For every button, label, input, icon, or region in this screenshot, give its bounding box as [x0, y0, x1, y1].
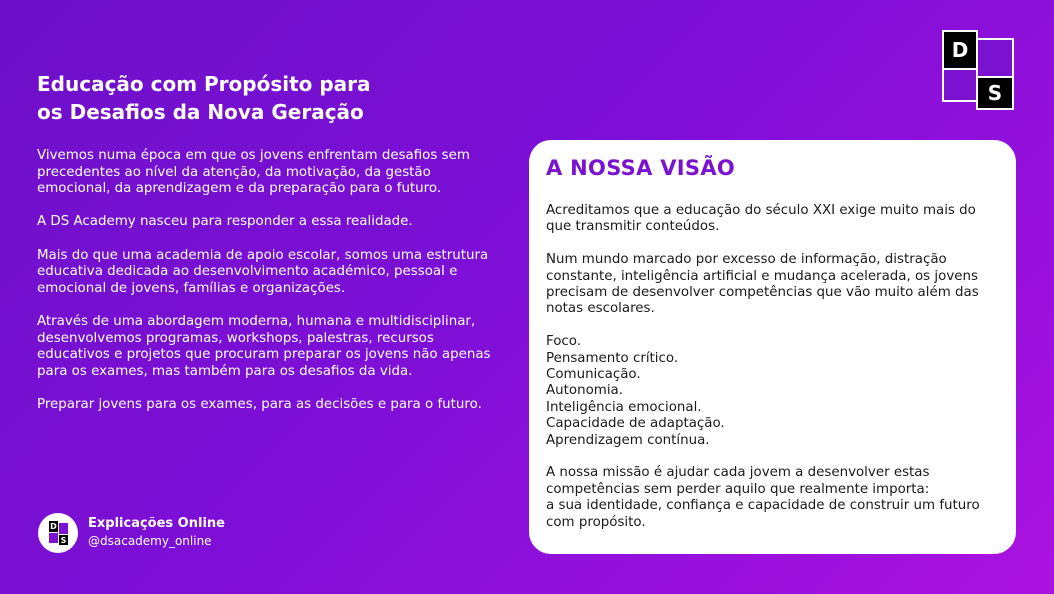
footer-logo-cell-d: D	[48, 520, 59, 533]
page-title-line-1: Educação com Propósito para	[37, 72, 371, 96]
footer-logo	[38, 513, 78, 553]
intro-paragraph: Mais do que uma academia de apoio escolar, somos uma estrutura educativa dedicada ao desenvolvimento académico, pessoal e emocional de jovens, famílias e organizações.	[37, 247, 489, 296]
skill-item: Aprendizagem contínua.	[546, 432, 710, 448]
mission-text	[546, 465, 1001, 531]
intro-paragraph: Preparar jovens para os exames, para as decisões e para o futuro.	[37, 396, 482, 412]
skill-item: Foco.	[546, 334, 581, 350]
skills-list	[546, 334, 1001, 449]
logo-cell-s: S	[976, 76, 1014, 110]
intro-paragraph: Através de uma abordagem moderna, humana e multidisciplinar, desenvolvemos programas, workshops, palestras, recursos educativos e projetos que procuram preparar os jovens não apenas para os exames, mas também para os desafios da vida.	[37, 313, 491, 379]
vision-body	[546, 203, 1001, 531]
skill-item: Autonomia.	[546, 383, 623, 399]
intro-paragraph: A DS Academy nasceu para responder a essa realidade.	[37, 214, 413, 230]
skill-item: Inteligência emocional.	[546, 399, 702, 415]
skill-item: Capacidade de adaptação.	[546, 416, 725, 432]
footer-title: Explicações Online	[88, 516, 225, 531]
footer-handle: @dsacademy_online	[88, 534, 212, 548]
mission-line-1: A nossa missão é ajudar cada jovem a desenvolver estas competências sem perder aquilo que realmente importa:	[546, 465, 930, 497]
skill-item: Pensamento crítico.	[546, 350, 679, 366]
footer-logo-cell-s: S	[58, 534, 69, 546]
intro-text	[37, 148, 495, 430]
ds-logo	[942, 30, 1014, 110]
intro-paragraph: Vivemos numa época em que os jovens enfrentam desafios sem precedentes ao nível da atenção, da motivação, da gestão emocional, da aprendizagem e da preparação para o futuro.	[37, 148, 470, 197]
vision-card	[529, 140, 1016, 554]
vision-paragraph-2: Num mundo marcado por excesso de informação, distração constante, inteligência artificial e mudança acelerada, os jovens precisam de desenvolver competências que vão muito além das notas escolares.	[546, 252, 979, 317]
vision-paragraph-1: Acreditamos que a educação do século XXI exige muito mais do que transmitir conteúdos.	[546, 203, 976, 235]
skill-item: Comunicação.	[546, 367, 641, 383]
vision-title: A NOSSA VISÃO	[546, 156, 736, 180]
page-title-line-2: os Desafios da Nova Geração	[37, 100, 364, 124]
logo-cell-purple-top	[976, 38, 1014, 78]
logo-cell-purple-bottom	[942, 68, 978, 102]
page-title	[37, 70, 497, 126]
mission-line-2: a sua identidade, confiança e capacidade de construir um futuro com propósito.	[546, 498, 980, 530]
logo-cell-d: D	[942, 30, 978, 70]
